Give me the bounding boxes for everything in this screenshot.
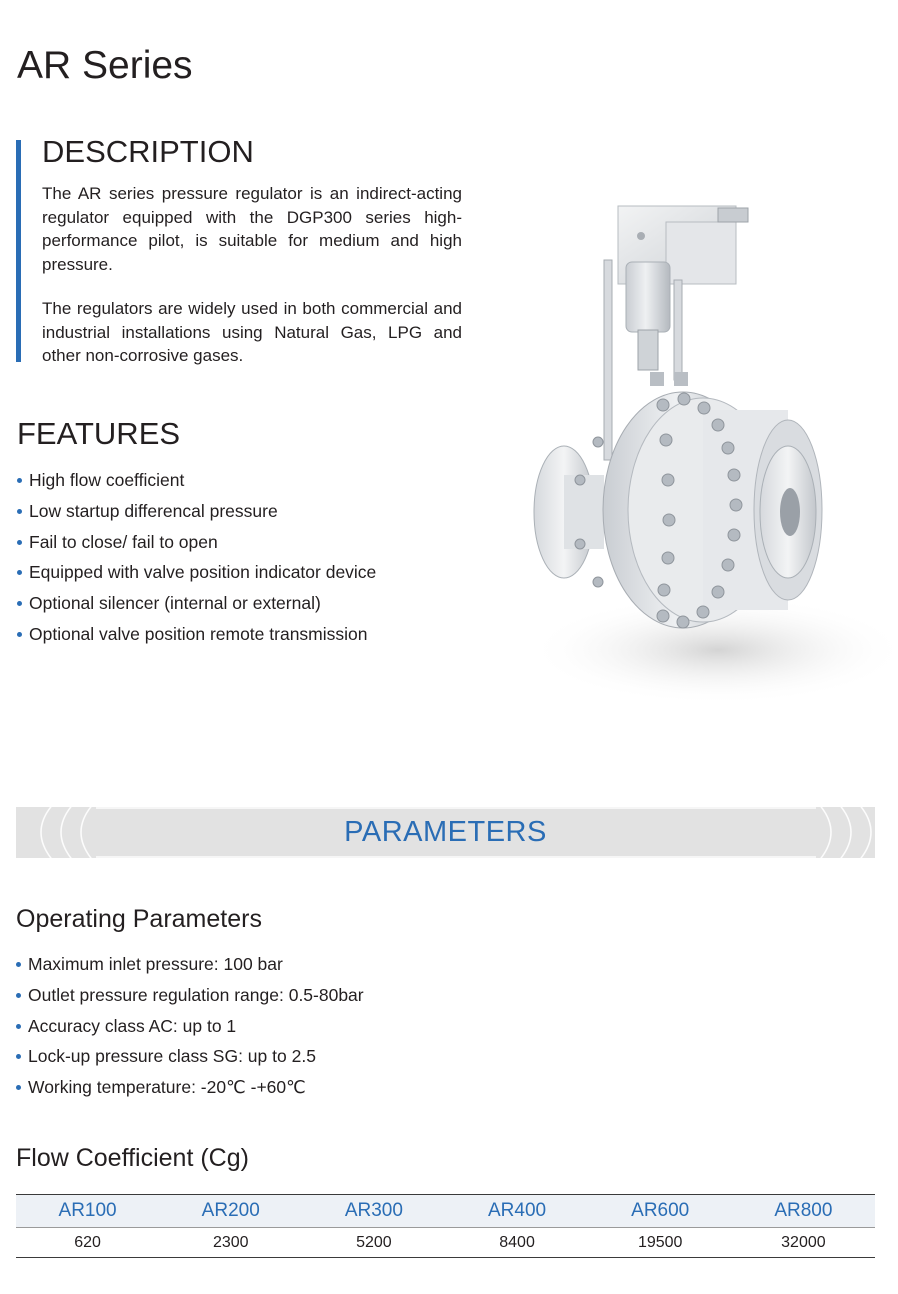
feature-item: Fail to close/ fail to open [17, 529, 376, 560]
parameter-item: Working temperature: -20℃ -+60℃ [16, 1074, 364, 1105]
model-column-header: AR400 [445, 1195, 588, 1228]
pressure-regulator-product-image [488, 180, 898, 720]
flow-coefficient-heading: Flow Coefficient (Cg) [16, 1144, 249, 1172]
operating-parameters-list [16, 951, 364, 1105]
flow-value-cell: 8400 [445, 1228, 588, 1258]
parameters-banner-title: PARAMETERS [344, 816, 547, 848]
description-paragraph: The AR series pressure regulator is an indirect-acting regulator equipped with the DGP300 series high-performance pilot, is suitable for medium and high pressure. [42, 184, 462, 274]
flow-coefficient-table [16, 1194, 875, 1258]
model-column-header: AR800 [732, 1195, 875, 1228]
parameter-item: Accuracy class AC: up to 1 [16, 1013, 364, 1044]
flow-value-cell: 19500 [589, 1228, 732, 1258]
flow-value-cell: 2300 [159, 1228, 302, 1258]
table-header-row [16, 1195, 875, 1228]
model-column-header: AR600 [589, 1195, 732, 1228]
description-accent-bar [16, 140, 21, 362]
feature-item: Low startup differencal pressure [17, 498, 376, 529]
model-column-header: AR300 [302, 1195, 445, 1228]
model-column-header: AR100 [16, 1195, 159, 1228]
description-paragraph: The regulators are widely used in both commercial and industrial installations using Natural Gas, LPG and other non-corrosive gases. [42, 299, 462, 365]
operating-parameters-heading: Operating Parameters [16, 905, 262, 933]
flow-value-cell: 620 [16, 1228, 159, 1258]
model-column-header: AR200 [159, 1195, 302, 1228]
description-heading: DESCRIPTION [42, 134, 254, 169]
feature-item: Equipped with valve position indicator device [17, 559, 376, 590]
features-list [17, 467, 376, 652]
flow-value-cell: 32000 [732, 1228, 875, 1258]
parameters-banner [16, 807, 875, 858]
page-title: AR Series [17, 44, 193, 87]
table-row [16, 1228, 875, 1258]
features-heading: FEATURES [17, 416, 181, 451]
parameter-item: Maximum inlet pressure: 100 bar [16, 951, 364, 982]
feature-item: Optional valve position remote transmission [17, 621, 376, 652]
flow-value-cell: 5200 [302, 1228, 445, 1258]
feature-item: Optional silencer (internal or external) [17, 590, 376, 621]
parameter-item: Outlet pressure regulation range: 0.5-80bar [16, 982, 364, 1013]
feature-item: High flow coefficient [17, 467, 376, 498]
parameter-item: Lock-up pressure class SG: up to 2.5 [16, 1043, 364, 1074]
